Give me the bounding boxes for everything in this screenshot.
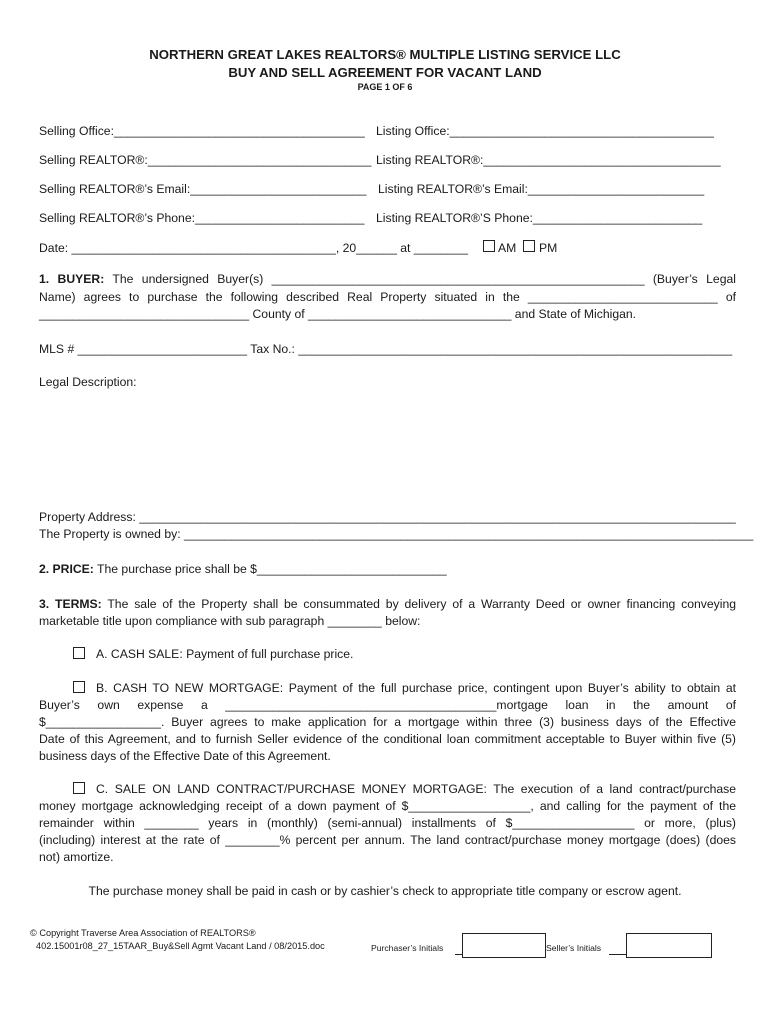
- land-contract-checkbox[interactable]: [73, 782, 85, 794]
- cash-sale-label: A. CASH SALE: Payment of full purchase price.: [96, 647, 354, 661]
- document-subtitle: BUY AND SELL AGREEMENT FOR VACANT LAND: [228, 65, 542, 80]
- option-c-line-2[interactable]: money mortgage acknowledging receipt of a down payment of $__________________, and calling for the payment of the: [39, 799, 736, 813]
- listing-realtor-field[interactable]: Listing REALTOR®:___________________________________: [376, 153, 721, 167]
- listing-email-field[interactable]: Listing REALTOR®’s Email:__________________________: [378, 182, 705, 196]
- selling-office-field[interactable]: Selling Office:_____________________________________: [39, 124, 365, 138]
- purchase-money-note: The purchase money shall be paid in cash or by cashier’s check to appropriate title company or escrow agent.: [88, 884, 682, 898]
- seller-initials-label: Seller’s Initials: [546, 943, 602, 953]
- legal-description-area[interactable]: [39, 392, 736, 504]
- buyer-line-3[interactable]: _______________________________ County of ______________________________ and State of Michigan.: [39, 307, 637, 321]
- cash-sale-checkbox[interactable]: [73, 647, 85, 659]
- terms-line-2[interactable]: marketable title upon compliance with sub paragraph ________ below:: [39, 614, 421, 628]
- am-label: AM: [498, 241, 517, 255]
- option-b-line-5: business days of the Effective Date of this Agreement.: [39, 749, 331, 763]
- buyer-line-1-text: The undersigned Buyer(s) _______________________________________________________ (Buyer’s Legal: [112, 272, 736, 286]
- terms-line-1-text: The sale of the Property shall be consummated by delivery of a Warranty Deed or owner financing conveying: [107, 597, 736, 611]
- price-field: The purchase price shall be $____________________________: [97, 562, 447, 576]
- option-c-line-1: C. SALE ON LAND CONTRACT/PURCHASE MONEY MORTGAGE: The execution of a land contract/purchase: [96, 782, 736, 796]
- listing-office-field[interactable]: Listing Office:_______________________________________: [376, 124, 714, 138]
- date-field[interactable]: Date: _______________________________________, 20______ at ________: [39, 241, 469, 255]
- purchaser-initials-box[interactable]: [462, 933, 546, 958]
- document-title: NORTHERN GREAT LAKES REALTORS® MULTIPLE LISTING SERVICE LLC: [149, 47, 621, 62]
- option-b-line-1: B. CASH TO NEW MORTGAGE: Payment of the full purchase price, contingent upon Buyer’s ability to obtain at: [96, 681, 736, 695]
- seller-initials-box[interactable]: [626, 933, 712, 958]
- option-c-line-5: not) amortize.: [39, 850, 114, 864]
- cash-to-mortgage-checkbox[interactable]: [73, 681, 85, 693]
- option-b-line-4: Date of this Agreement, and to furnish Seller evidence of the conditional loan commitment acceptable to Buyer within five (5): [39, 732, 736, 746]
- option-b-line-2[interactable]: Buyer’s own expense a ________________________________________mortgage loan in the amount of: [39, 698, 736, 712]
- selling-email-field[interactable]: Selling REALTOR®’s Email:__________________________: [39, 182, 367, 196]
- selling-realtor-field[interactable]: Selling REALTOR®:_________________________________: [39, 153, 372, 167]
- mls-tax-field[interactable]: MLS # _________________________ Tax No.: ________________________________________________________________: [39, 342, 733, 356]
- option-c-line-4[interactable]: (including) interest at the rate of ________% percent per annum. The land contract/purchase money mortgage (does) (does: [39, 833, 736, 847]
- buyer-line-1[interactable]: [39, 272, 736, 286]
- terms-heading: 3. TERMS:: [39, 597, 102, 611]
- property-address-field[interactable]: Property Address: ________________________________________________________________________________________: [39, 510, 736, 524]
- buyer-heading: 1. BUYER:: [39, 272, 105, 286]
- option-c-line-3[interactable]: remainder within ________ years in (monthly) (semi-annual) installments of $__________________ or more, (plus): [39, 816, 736, 830]
- listing-phone-field[interactable]: Listing REALTOR®’S Phone:_________________________: [376, 211, 703, 225]
- terms-line-1: [39, 597, 736, 611]
- document-id: 402.15001r08_27_15TAAR_Buy&Sell Agmt Vacant Land / 08/2015.doc: [36, 941, 325, 951]
- price-heading: 2. PRICE:: [39, 562, 94, 576]
- am-checkbox[interactable]: [483, 240, 495, 252]
- page-number: PAGE 1 OF 6: [357, 82, 413, 92]
- copyright-notice: © Copyright Traverse Area Association of REALTORS®: [30, 928, 256, 938]
- buyer-line-2[interactable]: Name) agrees to purchase the following described Real Property situated in the ____________________________ of: [39, 290, 736, 304]
- seller-initials-underline: [609, 954, 627, 955]
- selling-phone-field[interactable]: Selling REALTOR®’s Phone:_________________________: [39, 211, 365, 225]
- option-b-line-3[interactable]: $_________________. Buyer agrees to make application for a mortgage within three (3) business days of the Effective: [39, 715, 736, 729]
- legal-description-label: Legal Description:: [39, 375, 137, 389]
- pm-label: PM: [539, 241, 558, 255]
- pm-checkbox[interactable]: [523, 240, 535, 252]
- purchaser-initials-label: Purchaser’s Initials: [371, 943, 444, 953]
- property-owner-field[interactable]: The Property is owned by: ____________________________________________________________________________________: [39, 527, 754, 541]
- price-line[interactable]: [39, 562, 447, 576]
